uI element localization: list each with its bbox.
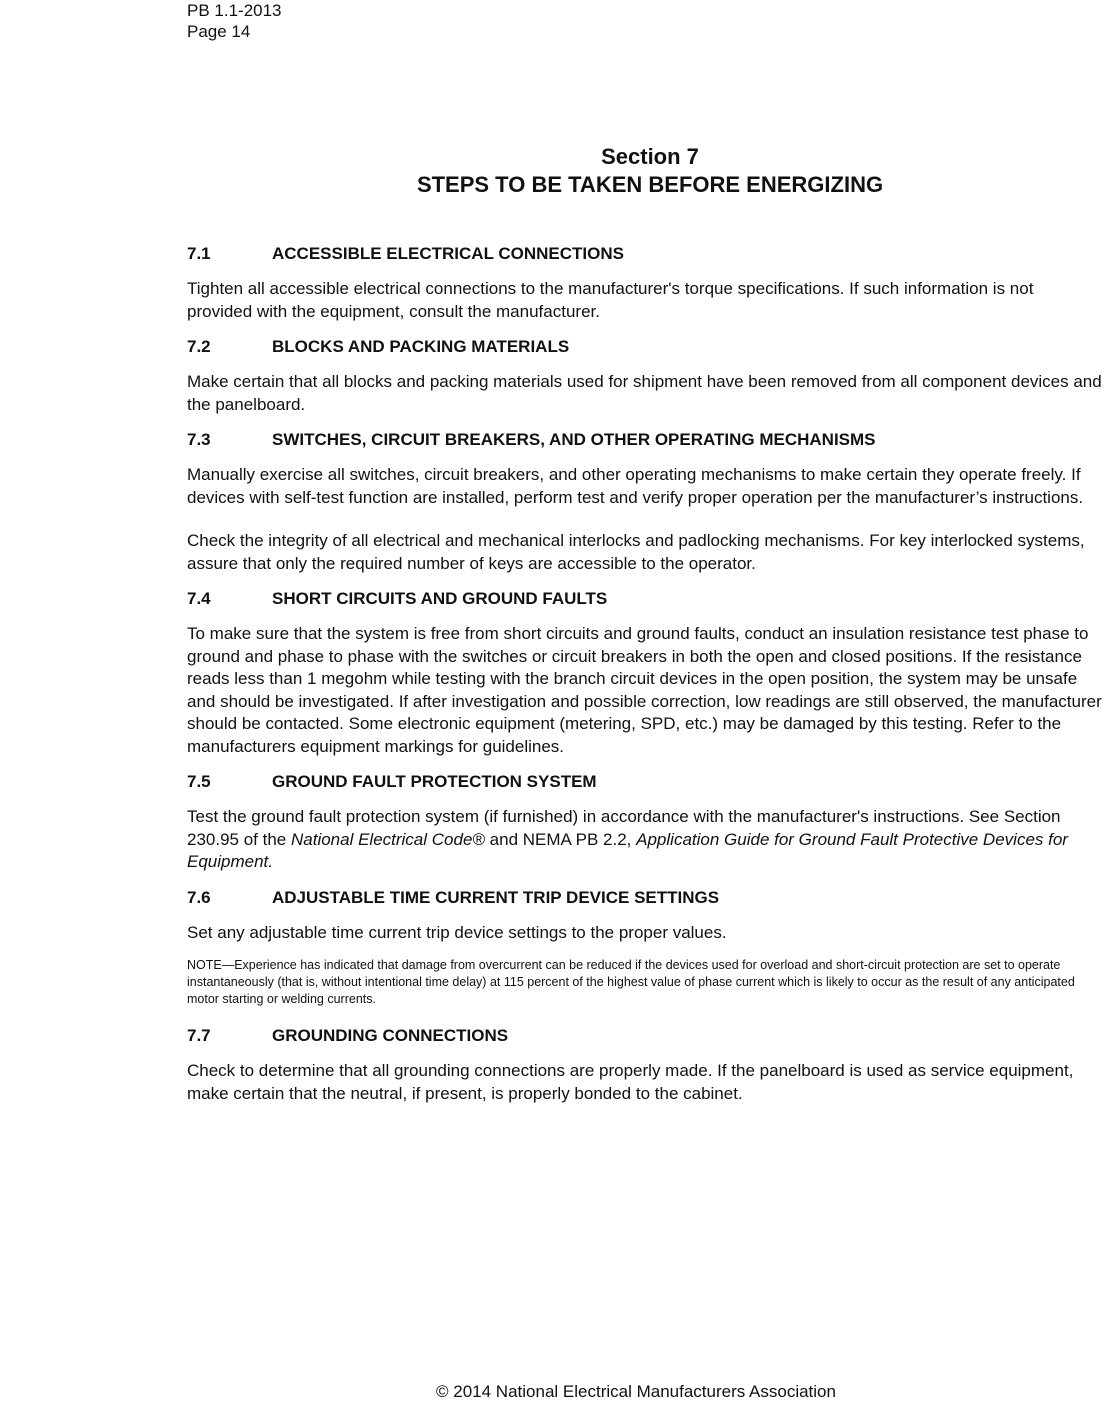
document-id: PB 1.1-2013: [187, 1, 282, 20]
paragraph: Manually exercise all switches, circuit breakers, and other operating mechanisms to make certain they operate freely. If devices with self-test function are installed, perform test and verify proper operation per the manufacturer’s instructions.: [187, 465, 1084, 507]
paragraph: Tighten all accessible electrical connections to the manufacturer's torque specifications. If such information is not provided with the equipment, consult the manufacturer.: [187, 279, 1034, 321]
section-7-3: [187, 429, 1103, 575]
guide-reference: Application Guide for Ground Fault Protective Devices for Equipment.: [187, 829, 1068, 871]
subsection-title: BLOCKS AND PACKING MATERIALS: [272, 337, 570, 356]
subsection-number: 7.2: [187, 337, 211, 356]
page-number: Page 14: [187, 22, 251, 41]
section-7-2: [187, 336, 1103, 416]
subsection-heading: [187, 429, 1103, 451]
page-footer: © 2014 National Electrical Manufacturers Association: [436, 1382, 836, 1401]
code-reference: National Electrical Code®: [290, 829, 485, 849]
subsection-heading: [187, 1025, 1103, 1047]
subsection-heading: [187, 771, 1103, 793]
section-title: [150, 143, 1105, 199]
text-run: and NEMA PB 2.2,: [484, 829, 637, 849]
subsection-number: 7.5: [187, 772, 211, 791]
paragraph: Check the integrity of all electrical and mechanical interlocks and padlocking mechanisms. For key interlocked systems, assure that only the required number of keys are accessible to the operator.: [187, 531, 1085, 573]
subsection-number: 7.1: [187, 244, 211, 263]
paragraph: To make sure that the system is free from short circuits and ground faults, conduct an insulation resistance test phase to ground and phase to phase with the switches or circuit breakers in both the open and closed positions. If the resistance reads less than 1 megohm while testing with the branch circuit devices in the open position, the system may be unsafe and should be investigated. If after investigation and possible correction, low readings are still observed, the manufacturer should be contacted. Some electronic equipment (metering, SPD, etc.) may be damaged by this testing. Refer to the manufacturers equipment markings for guidelines.: [187, 624, 1102, 756]
subsection-heading: [187, 336, 1103, 358]
subsection-title: GROUNDING CONNECTIONS: [272, 1026, 509, 1045]
subsection-number: 7.6: [187, 887, 211, 907]
subsection-heading: [187, 887, 1103, 909]
text-run: Test the ground fault protection system (if furnished) in accordance with the manufacturer's instructions. See Section 230.95 of the: [187, 807, 1061, 849]
section-title-heading: STEPS TO BE TAKEN BEFORE ENERGIZING: [416, 172, 884, 197]
subsection-title: ACCESSIBLE ELECTRICAL CONNECTIONS: [272, 244, 624, 263]
section-7-6: [187, 887, 1103, 1009]
paragraph: [187, 806, 1103, 874]
subsection-number: 7.4: [187, 589, 211, 608]
subsection-title: SWITCHES, CIRCUIT BREAKERS, AND OTHER OPERATING MECHANISMS: [272, 430, 876, 449]
paragraph: Make certain that all blocks and packing materials used for shipment have been removed from all component devices and the panelboard.: [187, 372, 1102, 414]
document-body: [187, 243, 1103, 1118]
subsection-title: GROUND FAULT PROTECTION SYSTEM: [272, 772, 597, 791]
subsection-heading: [187, 588, 1103, 610]
subsection-number: 7.3: [187, 430, 211, 449]
section-7-7: [187, 1025, 1103, 1105]
section-7-5: [187, 771, 1103, 874]
subsection-title: ADJUSTABLE TIME CURRENT TRIP DEVICE SETTINGS: [272, 887, 720, 907]
note: NOTE—Experience has indicated that damage from overcurrent can be reduced if the devices used for overload and short-circuit protection are set to operate instantaneously (that is, without intentional time delay) at 115 percent of the highest value of phase current which is likely to occur as the result of any anticipated motor starting or welding currents.: [187, 958, 1075, 1006]
section-7-4: [187, 588, 1103, 758]
page-header: [187, 0, 282, 42]
section-number-heading: Section 7: [601, 144, 699, 169]
section-7-1: [187, 243, 1103, 323]
subsection-heading: [187, 243, 1103, 265]
subsection-number: 7.7: [187, 1026, 211, 1045]
paragraph: Check to determine that all grounding connections are properly made. If the panelboard is used as service equipment, make certain that the neutral, if present, is properly bonded to the cabinet.: [187, 1061, 1074, 1103]
paragraph: Set any adjustable time current trip device settings to the proper values.: [187, 922, 727, 942]
subsection-title: SHORT CIRCUITS AND GROUND FAULTS: [272, 589, 608, 608]
